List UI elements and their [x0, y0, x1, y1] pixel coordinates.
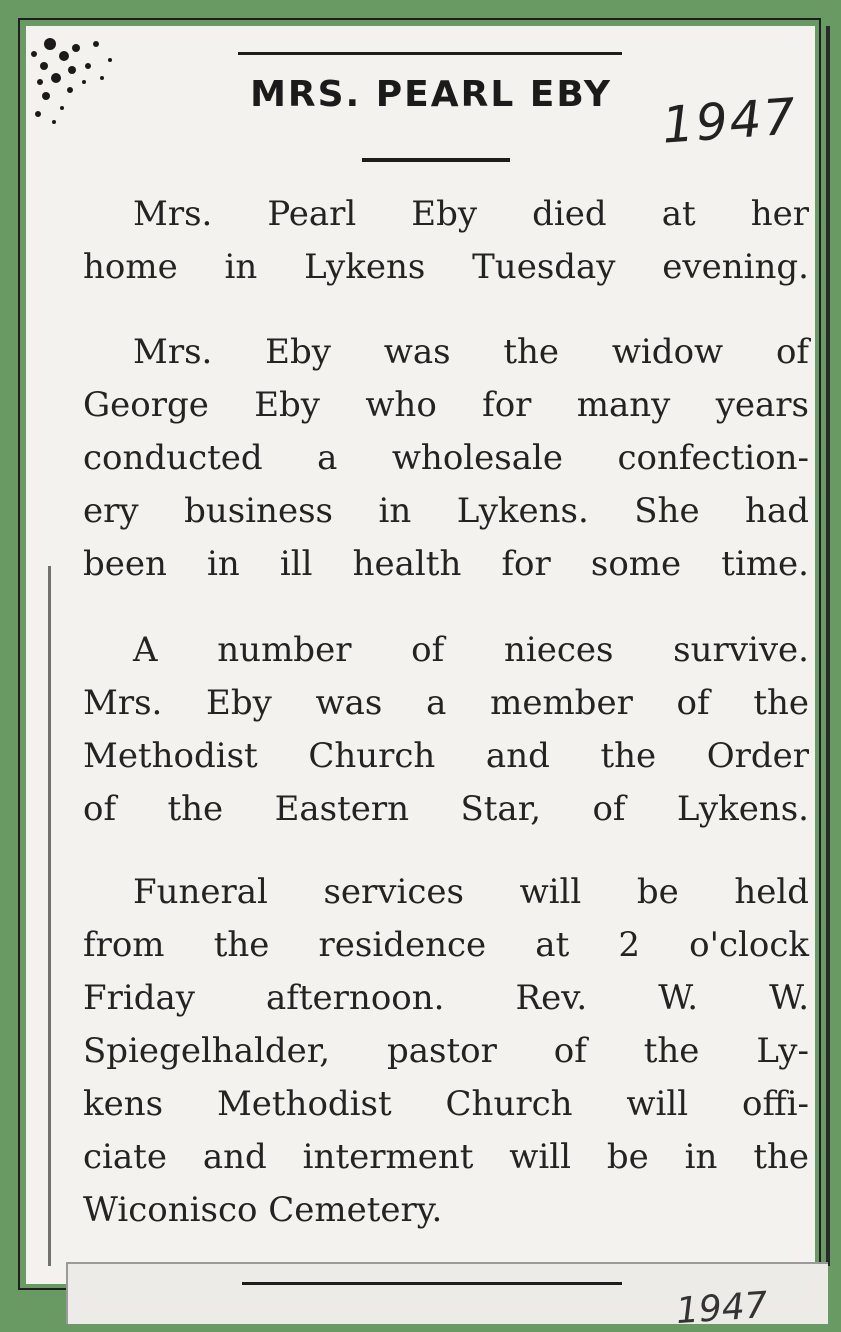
text-line: George Eby who for many years [83, 385, 809, 425]
paragraph-1 [83, 188, 809, 294]
clipping-edge-left [48, 566, 51, 1266]
text-line: Mrs. Pearl Eby died at her [133, 194, 809, 234]
handwritten-year: 1947 [660, 87, 800, 155]
text-line: from the residence at 2 o'clock [83, 925, 809, 965]
newspaper-clipping [26, 26, 815, 1332]
text-line: A number of nieces survive. [133, 630, 809, 670]
next-clipping-year: 1947 [674, 1284, 769, 1332]
ink-smudge [26, 26, 156, 156]
text-line: Funeral services will be held [133, 872, 809, 912]
text-line: Wiconisco Cemetery. [83, 1190, 443, 1230]
bottom-rule [242, 1282, 622, 1285]
top-rule [238, 52, 622, 55]
paragraph-3 [83, 624, 809, 836]
text-line: ciate and interment will be in the [83, 1137, 809, 1177]
headline: MRS. PEARL EBY [250, 74, 612, 115]
text-line: ery business in Lykens. She had [83, 491, 809, 531]
text-line: Methodist Church and the Order [83, 736, 809, 776]
text-line: been in ill health for some time. [83, 544, 809, 584]
text-line: home in Lykens Tuesday evening. [83, 247, 809, 287]
paragraph-4 [83, 866, 809, 1237]
headline-rule [362, 158, 510, 162]
text-line: Mrs. Eby was the widow of [133, 332, 809, 372]
clipping-edge-shadow [826, 26, 830, 1266]
text-line: Spiegelhalder, pastor of the Ly- [83, 1031, 809, 1071]
text-line: kens Methodist Church will offi- [83, 1084, 809, 1124]
text-line: of the Eastern Star, of Lykens. [83, 789, 809, 829]
text-line: Friday afternoon. Rev. W. W. [83, 978, 809, 1018]
text-line: conducted a wholesale confection- [83, 438, 809, 478]
text-line: Mrs. Eby was a member of the [83, 683, 809, 723]
paragraph-2 [83, 326, 809, 591]
